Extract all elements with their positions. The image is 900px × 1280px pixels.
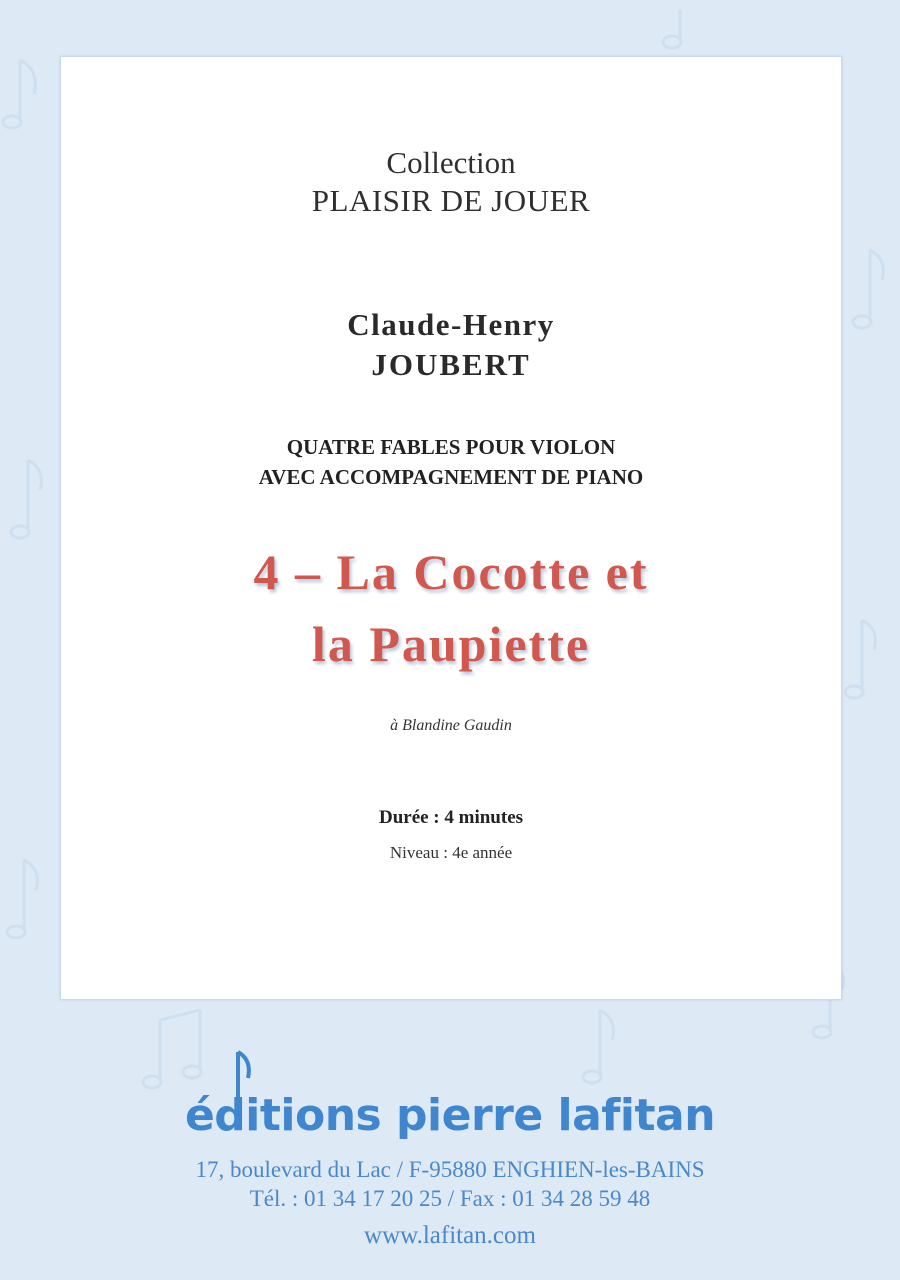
- music-note-icon: [11, 460, 42, 538]
- music-note-icon: [143, 1010, 201, 1088]
- music-note-icon: [845, 620, 876, 698]
- piece-title-line-2: la Paupiette: [311, 616, 591, 672]
- composer-first-name: Claude-Henry: [347, 307, 555, 342]
- publisher-phone-fax: Tél. : 01 34 17 20 25 / Fax : 01 34 28 59 48: [249, 1186, 651, 1211]
- publisher-website[interactable]: www.lafitan.com: [364, 1222, 536, 1249]
- music-note-icon: [853, 250, 884, 328]
- subtitle-line-1: QUATRE FABLES POUR VIOLON: [286, 435, 616, 459]
- subtitle-line-2: AVEC ACCOMPAGNEMENT DE PIANO: [258, 465, 644, 489]
- music-note-icon: [583, 1010, 614, 1083]
- duration: Durée : 4 minutes: [378, 807, 524, 828]
- series-name: PLAISIR DE JOUER: [311, 183, 591, 218]
- cover-panel: [60, 56, 842, 1000]
- level: Niveau : 4e année: [389, 843, 513, 862]
- publisher-address: 17, boulevard du Lac / F-95880 ENGHIEN-les-BAINS: [195, 1157, 705, 1182]
- music-note-icon: [7, 860, 38, 938]
- dedication: à Blandine Gaudin: [390, 717, 512, 734]
- publisher-name: éditions pierre lafitan: [184, 1090, 716, 1141]
- composer-last-name: JOUBERT: [371, 347, 531, 382]
- music-note-icon: [663, 10, 681, 48]
- collection-label: Collection: [386, 145, 516, 180]
- piece-title-line-1: 4 – La Cocotte et: [253, 544, 649, 600]
- music-note-icon: [3, 60, 35, 128]
